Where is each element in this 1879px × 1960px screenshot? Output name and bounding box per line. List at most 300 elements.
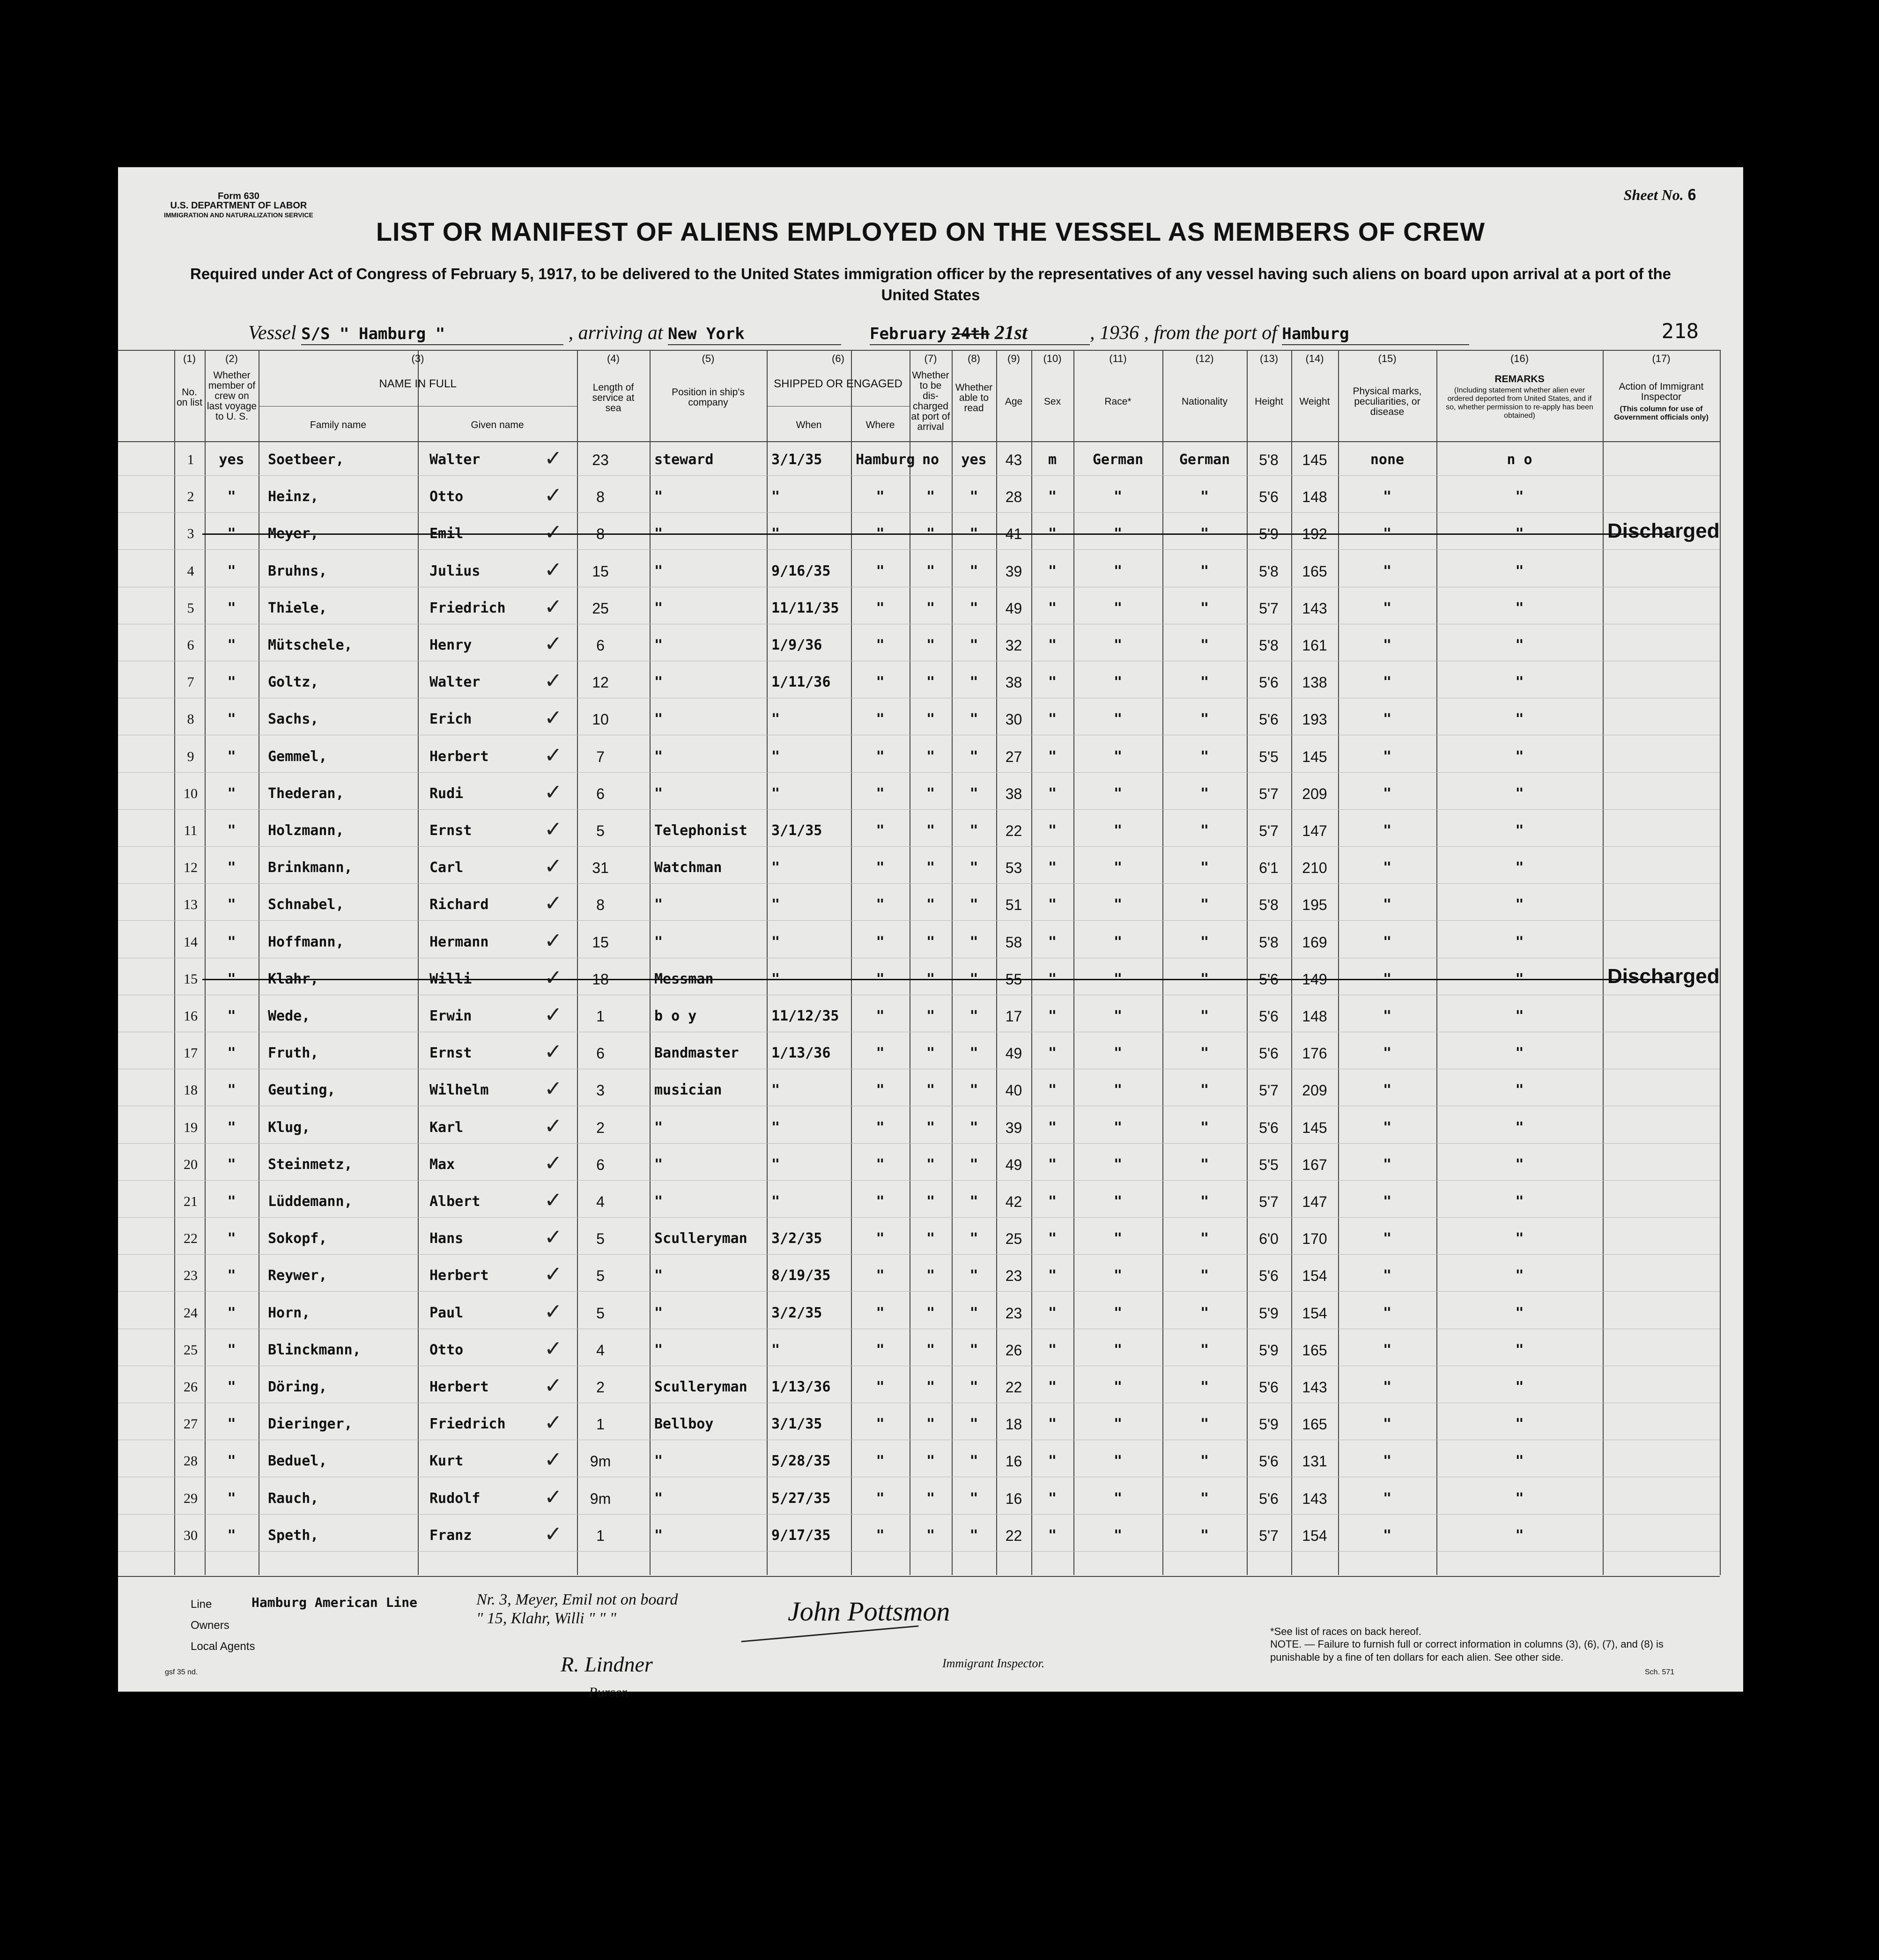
col-num: (4) (607, 353, 620, 364)
cell-when: " (771, 1119, 780, 1136)
fine-note: NOTE. — Failure to furnish full or correct information in columns (3), (6), (7), and (8) is punishable by a fine of ten dollars for each alien. See other side. (1270, 1638, 1664, 1663)
cell-service: 25 (592, 599, 609, 617)
cell-where: " (876, 525, 885, 542)
cell-read: " (969, 711, 978, 728)
cell-remarks: " (1515, 1156, 1524, 1173)
cell-read: " (969, 1490, 978, 1507)
cell-where: " (876, 1416, 885, 1433)
cell-age: 23 (1005, 1267, 1022, 1285)
cell-family: Klug, (268, 1119, 311, 1136)
cell-read: " (969, 1193, 978, 1210)
cell-marks: " (1383, 1416, 1392, 1433)
cell-marks: " (1383, 896, 1392, 913)
cell-sex: " (1048, 1490, 1057, 1507)
cell-marks: " (1383, 1341, 1392, 1358)
cell-race: " (1113, 1267, 1123, 1284)
cell-position: " (654, 599, 663, 616)
cell-when: 8/19/35 (771, 1267, 831, 1284)
cell-sex: " (1048, 1453, 1057, 1470)
checkmark-icon: ✓ (544, 927, 562, 953)
cell-no: 8 (187, 711, 194, 727)
cell-when: 9/17/35 (771, 1527, 831, 1544)
cell-where: " (876, 1156, 885, 1173)
cell-service: 18 (592, 970, 609, 988)
cell-position: Bellboy (654, 1416, 714, 1433)
cell-where: " (876, 933, 885, 950)
col-header-prev-voyage: Whether member of crew on last voyage to U. S. (207, 370, 257, 422)
page-subtitle: Required under Act of Congress of February 5, 1917, to be delivered to the United States immigration officer by the representatives of any vessel having such aliens on board upon arrival at a port of the United States (190, 265, 1671, 303)
sheet-number (1624, 186, 1696, 204)
cell-remarks: " (1515, 785, 1524, 802)
print-code: gsf 35 nd. (165, 1668, 198, 1676)
cell-age: 28 (1005, 488, 1022, 506)
cell-nat: " (1200, 1230, 1209, 1247)
cell-service: 6 (596, 1156, 605, 1173)
cell-prev: " (227, 1230, 236, 1247)
cell-disch: " (926, 748, 935, 765)
cell-marks: " (1383, 711, 1392, 728)
cell-where: " (876, 1008, 885, 1024)
cell-when: " (771, 1341, 780, 1358)
cell-given: Otto (429, 1341, 464, 1358)
cell-age: 39 (1005, 1119, 1022, 1136)
cell-disch: " (926, 896, 935, 913)
row-rule (118, 1143, 1720, 1144)
cell-age: 18 (1005, 1416, 1022, 1433)
cell-service: 1 (596, 1527, 605, 1544)
arrival-day-struck: 24th (951, 325, 990, 343)
cell-race: " (1113, 488, 1123, 505)
form-number: Form 630 (217, 191, 259, 201)
cell-height: 5'6 (1259, 1045, 1279, 1062)
cell-weight: 131 (1302, 1453, 1327, 1470)
cell-age: 22 (1005, 1527, 1022, 1544)
cell-age: 49 (1005, 599, 1022, 617)
cell-given: Erich (429, 711, 472, 728)
cell-family: Horn, (268, 1304, 311, 1321)
cell-remarks: " (1515, 1490, 1524, 1507)
cell-marks: " (1383, 1453, 1392, 1470)
cell-remarks: " (1515, 1379, 1524, 1395)
cell-height: 5'6 (1259, 1267, 1279, 1285)
cell-given: Walter (429, 674, 481, 691)
cell-given: Franz (429, 1527, 472, 1544)
cell-when: " (771, 785, 780, 802)
cell-read: " (969, 1230, 978, 1247)
checkmark-icon: ✓ (544, 964, 562, 990)
cell-height: 5'7 (1259, 1082, 1279, 1099)
cell-disch: " (926, 1045, 935, 1062)
row-rule (118, 809, 1720, 810)
cell-prev: " (227, 896, 236, 913)
cell-weight: 161 (1302, 637, 1327, 654)
cell-height: 5'7 (1259, 1193, 1279, 1210)
cell-height: 5'5 (1259, 1156, 1279, 1173)
cell-family: Brinkmann, (268, 859, 353, 876)
cell-nat: " (1200, 525, 1209, 542)
cell-family: Thiele, (268, 599, 327, 616)
cell-service: 5 (596, 822, 605, 839)
cell-where: " (876, 822, 885, 839)
cell-disch: " (926, 525, 935, 542)
cell-disch: " (926, 1267, 935, 1284)
cell-disch: " (926, 488, 935, 505)
cell-height: 5'8 (1259, 562, 1279, 580)
cell-read: " (969, 562, 978, 579)
arrival-day: 21st (994, 322, 1028, 344)
cell-prev: " (227, 822, 236, 839)
cell-no: 24 (184, 1305, 198, 1321)
cell-position: " (654, 748, 663, 765)
cell-family: Heinz, (268, 488, 319, 505)
cell-disch: " (926, 822, 935, 839)
cell-given: Erwin (429, 1008, 472, 1024)
cell-race: " (1113, 822, 1123, 839)
cell-remarks: " (1515, 1267, 1524, 1284)
arrival-port: New York (668, 325, 745, 343)
cell-read: " (969, 822, 978, 839)
cell-race: " (1113, 859, 1123, 876)
cell-weight: 154 (1302, 1267, 1327, 1285)
cell-disch: " (926, 1119, 935, 1136)
cell-no: 26 (184, 1379, 198, 1395)
note-not-on-board-2: " 15, Klahr, Willi " " " (476, 1610, 616, 1627)
cell-weight: 169 (1302, 933, 1327, 951)
cell-prev: " (227, 1267, 236, 1284)
cell-given: Karl (429, 1119, 464, 1136)
page-number: 218 (1661, 319, 1699, 343)
cell-prev: " (227, 525, 236, 542)
cell-nat: " (1200, 488, 1209, 505)
cell-no: 6 (187, 637, 194, 653)
row-rule (118, 772, 1720, 773)
cell-family: Dieringer, (268, 1416, 353, 1433)
cell-prev: " (227, 859, 236, 876)
cell-age: 55 (1005, 970, 1022, 988)
discharged-note: Discharged (1607, 964, 1720, 988)
cell-height: 5'6 (1259, 1490, 1279, 1507)
cell-read: " (969, 1304, 978, 1321)
cell-disch: " (926, 933, 935, 950)
cell-age: 16 (1005, 1490, 1022, 1507)
cell-weight: 143 (1302, 599, 1327, 617)
cell-weight: 143 (1302, 1490, 1327, 1507)
cell-family: Holzmann, (268, 822, 344, 839)
cell-weight: 192 (1302, 525, 1327, 543)
row-rule (118, 1514, 1720, 1515)
cell-age: 32 (1005, 637, 1022, 654)
cell-no: 9 (187, 748, 194, 764)
cell-weight: 147 (1302, 1193, 1327, 1210)
cell-nat: German (1179, 451, 1230, 468)
crew-table (118, 350, 1743, 1575)
cell-given: Richard (429, 896, 489, 913)
cell-family: Speth, (268, 1527, 319, 1544)
cell-marks: " (1383, 859, 1392, 876)
cell-height: 5'6 (1259, 488, 1279, 506)
cell-read: " (969, 1156, 978, 1173)
cell-when: " (771, 1156, 780, 1173)
cell-where: Hamburg (856, 451, 915, 468)
cell-no: 10 (184, 785, 198, 801)
cell-race: " (1113, 1193, 1123, 1210)
cell-where: " (876, 896, 885, 913)
cell-when: 5/27/35 (771, 1490, 831, 1507)
cell-remarks: " (1515, 1341, 1524, 1358)
cell-where: " (876, 674, 885, 691)
cell-when: " (771, 488, 780, 505)
cell-when: 1/11/36 (771, 674, 831, 691)
cell-disch: " (926, 1008, 935, 1024)
checkmark-icon: ✓ (544, 1002, 562, 1027)
checkmark-icon: ✓ (544, 1447, 562, 1472)
cell-when: 3/2/35 (771, 1304, 822, 1321)
col-header-shipped: SHIPPED OR ENGAGED (774, 377, 903, 390)
col-header-where: Where (866, 420, 895, 430)
cell-nat: " (1200, 1267, 1209, 1284)
cell-when: " (771, 748, 780, 765)
cell-marks: " (1383, 525, 1392, 542)
col-num: (14) (1305, 353, 1324, 364)
cell-race: " (1113, 1119, 1123, 1136)
cell-position: " (654, 488, 663, 505)
checkmark-icon: ✓ (544, 1335, 562, 1361)
cell-service: 7 (596, 748, 605, 765)
cell-nat: " (1200, 970, 1209, 987)
col-header-age: Age (1005, 396, 1023, 407)
arriving-label: , arriving at (568, 322, 663, 344)
col-num: (8) (968, 353, 980, 364)
cell-family: Soetbeer, (268, 451, 344, 468)
cell-weight: 209 (1302, 785, 1327, 802)
cell-given: Albert (429, 1193, 481, 1210)
checkmark-icon: ✓ (544, 1521, 562, 1546)
cell-family: Hoffmann, (268, 933, 344, 950)
cell-prev: " (227, 488, 236, 505)
cell-given: Paul (429, 1304, 464, 1321)
cell-family: Mütschele, (268, 637, 353, 653)
cell-given: Otto (429, 488, 464, 505)
cell-service: 1 (596, 1008, 605, 1025)
department-name: U.S. DEPARTMENT OF LABOR (170, 200, 307, 211)
col-header-when: When (796, 420, 822, 430)
vessel-name: S/S " Hamburg " (301, 325, 445, 343)
line-value: Hamburg American Line (252, 1595, 418, 1610)
cell-race: " (1113, 525, 1123, 542)
cell-given: Carl (429, 859, 464, 876)
cell-where: " (876, 562, 885, 579)
cell-prev: " (227, 970, 236, 987)
checkmark-icon: ✓ (544, 1224, 562, 1250)
cell-read: " (969, 859, 978, 876)
cell-position: " (654, 1304, 663, 1321)
cell-position: Messman (654, 970, 714, 987)
row-rule (118, 846, 1720, 847)
cell-race: " (1113, 1008, 1123, 1024)
cell-remarks: " (1515, 1045, 1524, 1062)
cell-read: " (969, 637, 978, 653)
cell-age: 42 (1005, 1193, 1022, 1210)
col-header-height: Height (1255, 396, 1283, 407)
cell-race: " (1113, 1490, 1123, 1507)
note-not-on-board-1: Nr. 3, Meyer, Emil not on board (476, 1591, 678, 1608)
cell-age: 25 (1005, 1230, 1022, 1248)
cell-no: 3 (187, 526, 194, 542)
cell-given: Friedrich (429, 599, 506, 616)
row-rule (118, 1254, 1720, 1255)
cell-sex: " (1048, 1230, 1057, 1247)
cell-service: 9m (590, 1453, 611, 1470)
cell-race: " (1113, 562, 1123, 579)
col-header-race: Race* (1104, 396, 1132, 407)
cell-read: " (969, 1082, 978, 1099)
cell-when: " (771, 1193, 780, 1210)
cell-nat: " (1200, 1416, 1209, 1433)
cell-where: " (876, 970, 885, 987)
cell-weight: 138 (1302, 674, 1327, 691)
owners-label: Owners (191, 1619, 229, 1632)
cell-prev: " (227, 1453, 236, 1470)
cell-position: " (654, 1341, 663, 1358)
cell-prev: " (227, 1193, 236, 1210)
cell-height: 5'7 (1259, 822, 1279, 839)
cell-where: " (876, 1304, 885, 1321)
col-header-marks: Physical marks, peculiarities, or disease (1353, 386, 1422, 417)
cell-prev: " (227, 748, 236, 765)
cell-prev: yes (219, 451, 244, 468)
cell-no: 5 (187, 600, 194, 616)
cell-age: 16 (1005, 1453, 1022, 1470)
cell-position: " (654, 933, 663, 950)
cell-nat: " (1200, 674, 1209, 691)
cell-family: Lüddemann, (268, 1193, 353, 1210)
cell-weight: 148 (1302, 1008, 1327, 1025)
cell-prev: " (227, 1527, 236, 1544)
cell-position: " (654, 1193, 663, 1210)
cell-age: 39 (1005, 562, 1022, 580)
col-num: (7) (924, 353, 937, 364)
cell-given: Henry (429, 637, 472, 653)
cell-where: " (876, 488, 885, 505)
cell-sex: " (1048, 1008, 1057, 1024)
cell-service: 6 (596, 785, 605, 802)
checkmark-icon: ✓ (544, 816, 562, 842)
cell-race: " (1113, 970, 1123, 987)
cell-no: 21 (184, 1194, 198, 1209)
cell-when: 3/1/35 (771, 1416, 822, 1433)
checkmark-icon: ✓ (544, 890, 562, 916)
checkmark-icon: ✓ (544, 1261, 562, 1287)
strike-line (202, 533, 1673, 535)
checkmark-icon: ✓ (544, 593, 562, 619)
cell-prev: " (227, 933, 236, 950)
cell-nat: " (1200, 1008, 1209, 1024)
cell-family: Meyer, (268, 525, 319, 542)
cell-no: 1 (187, 452, 194, 467)
cell-remarks: n o (1507, 451, 1532, 468)
cell-sex: " (1048, 488, 1057, 505)
cell-sex: " (1048, 637, 1057, 653)
checkmark-icon: ✓ (544, 1150, 562, 1176)
col-num: (1) (183, 353, 196, 364)
inspector-label: Immigrant Inspector. (942, 1657, 1045, 1670)
cell-family: Sokopf, (268, 1230, 327, 1247)
cell-prev: " (227, 1156, 236, 1173)
cell-remarks: " (1515, 711, 1524, 728)
col-num: (9) (1007, 353, 1020, 364)
cell-nat: " (1200, 748, 1209, 765)
cell-nat: " (1200, 822, 1209, 839)
cell-no: 28 (184, 1453, 198, 1469)
cell-remarks: " (1515, 1453, 1524, 1470)
cell-weight: 165 (1302, 562, 1327, 580)
arrival-year: , 1936 (1090, 322, 1139, 344)
checkmark-icon: ✓ (544, 1113, 562, 1139)
cell-sex: m (1048, 451, 1057, 468)
cell-remarks: " (1515, 748, 1524, 765)
cell-no: 14 (184, 934, 198, 950)
cell-given: Herbert (429, 1267, 489, 1284)
cell-nat: " (1200, 599, 1209, 616)
cell-race: " (1113, 933, 1123, 950)
col-header-no: No. on list (177, 387, 202, 408)
row-rule (118, 1217, 1720, 1218)
cell-disch: " (926, 711, 935, 728)
cell-prev: " (227, 1008, 236, 1024)
cell-service: 5 (596, 1267, 605, 1285)
cell-sex: " (1048, 822, 1057, 839)
cell-family: Rauch, (268, 1490, 319, 1507)
cell-where: " (876, 1193, 885, 1210)
cell-prev: " (227, 1416, 236, 1433)
cell-no: 20 (184, 1156, 198, 1172)
cell-family: Fruth, (268, 1045, 319, 1062)
cell-family: Thederan, (268, 785, 344, 802)
cell-read: " (969, 1119, 978, 1136)
checkmark-icon: ✓ (544, 1484, 562, 1509)
checkmark-icon: ✓ (544, 1039, 562, 1065)
cell-when: 3/1/35 (771, 451, 822, 468)
cell-service: 3 (596, 1082, 605, 1099)
cell-read: " (969, 599, 978, 616)
cell-height: 5'6 (1259, 1008, 1279, 1025)
cell-disch: " (926, 1453, 935, 1470)
manifest-sheet (118, 167, 1743, 1700)
cell-read: " (969, 933, 978, 950)
cell-sex: " (1048, 1527, 1057, 1544)
cell-marks: " (1383, 1304, 1392, 1321)
cell-sex: " (1048, 1082, 1057, 1099)
cell-marks: " (1383, 1527, 1392, 1544)
cell-nat: " (1200, 1045, 1209, 1062)
cell-sex: " (1048, 674, 1057, 691)
cell-service: 6 (596, 637, 605, 654)
checkmark-icon: ✓ (544, 1298, 562, 1324)
cell-remarks: " (1515, 1082, 1524, 1099)
cell-read: " (969, 1341, 978, 1358)
col-header-action: Action of Immigrant Inspector (1619, 381, 1704, 402)
cell-marks: " (1383, 562, 1392, 579)
cell-remarks: " (1515, 525, 1524, 542)
cell-marks: " (1383, 1379, 1392, 1395)
cell-prev: " (227, 599, 236, 616)
agents-label: Local Agents (191, 1640, 255, 1653)
cell-nat: " (1200, 1119, 1209, 1136)
cell-height: 5'8 (1259, 896, 1279, 914)
cell-nat: " (1200, 1379, 1209, 1395)
cell-where: " (876, 785, 885, 802)
cell-remarks: " (1515, 637, 1524, 653)
